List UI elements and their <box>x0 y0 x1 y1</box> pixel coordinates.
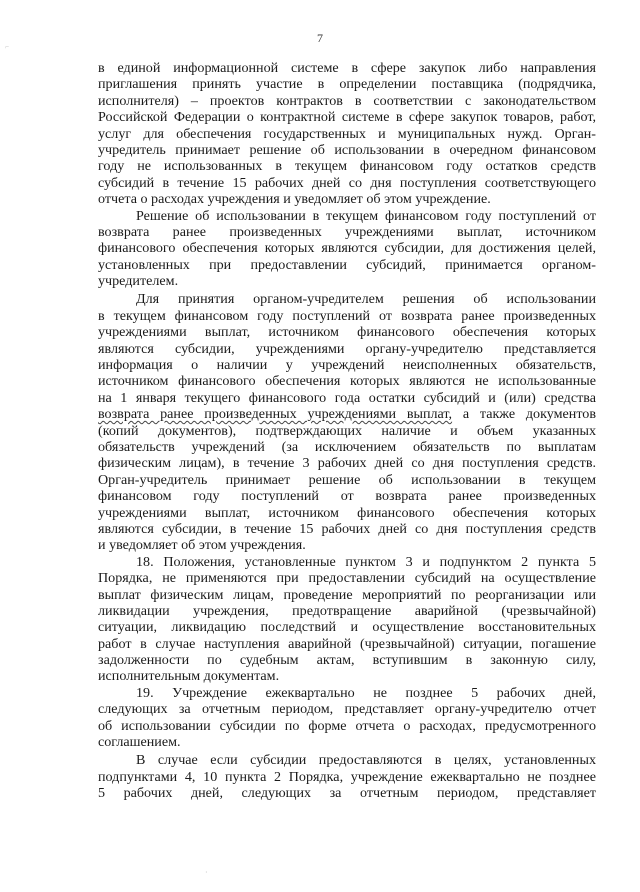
text-line: учредитель принимает решение об использовании в очередном финансовом <box>98 141 596 158</box>
text-line: подпунктами 4, 10 пункта 2 Порядка, учреждение ежеквартально не позднее <box>98 768 596 785</box>
text-line: информация о наличии у учреждений неисполненных обязательств, <box>98 357 596 374</box>
paragraph-first-line: Для принятия органом-учредителем решения об использовании <box>136 291 596 308</box>
text-line: об использовании субсидии по форме отчета о расходах, предусмотренного <box>98 717 596 734</box>
text-line: на 1 января текущего финансового года остатки субсидий и (или) средства <box>98 389 596 406</box>
text-line: в текущем финансовом году поступлений от возврата ранее произведенных <box>98 307 596 324</box>
paragraph-first-line: В случае если субсидии предоставляются в целях, установленных <box>136 752 596 769</box>
text-line: учреждениями выплат, источником финансового обеспечения которых <box>98 504 596 521</box>
text-line: возврата ранее произведенных учреждениями выплат, источником <box>98 223 596 240</box>
text-line: физическим лицам), в течение 3 рабочих дней со дня поступления средств. <box>98 455 596 472</box>
text-line: источником финансового обеспечения которых являются не использованные <box>98 373 596 390</box>
text-line: являются субсидии, учреждениями органу-учредителю представляется <box>98 340 596 357</box>
text-line: услуг для обеспечения государственных и муниципальных нужд. Орган- <box>98 125 596 142</box>
paragraph-first-line: Решение об использовании в текущем финансовом году поступлений от <box>136 207 596 224</box>
text-line: приглашения принять участие в определении поставщика (подрядчика, <box>98 76 596 93</box>
text-line: (копий документов), подтверждающих наличие и объем указанных <box>98 422 596 439</box>
text-line: году не использованных в текущем финансовом году остатков средств <box>98 158 596 175</box>
text-line: являются субсидии, в течение 15 рабочих дней со дня поступления средств <box>98 520 596 537</box>
text-line: и уведомляет об этом учреждения. <box>98 537 306 554</box>
text-line: исполнителя) – проектов контрактов в соответствии с законодательством <box>98 92 596 109</box>
item-19-first-line: 19. Учреждение ежеквартально не позднее 5 рабочих дней, <box>136 684 596 701</box>
document-body <box>98 60 596 802</box>
scan-artifact-dot: · <box>205 868 208 877</box>
text-line: субсидий в течение 15 рабочих дней со дня поступления соответствующего <box>98 174 596 191</box>
item-18-first-line: 18. Положения, установленные пунктом 3 и подпунктом 2 пункта 5 <box>136 553 596 570</box>
text-line: соглашением. <box>98 734 181 751</box>
text-line: Орган-учредитель принимает решение об использовании в текущем <box>98 471 596 488</box>
text-line: работ в случае наступления аварийной (чрезвычайной) ситуации, погашение <box>98 635 596 652</box>
text-line: финансового обеспечения которых являются субсидии, для достижения целей, <box>98 240 596 257</box>
text-line: учреждениями выплат, источником финансового обеспечения которых <box>98 324 596 341</box>
text-line: следующих за отчетным периодом, представляет органу-учредителю отчет <box>98 701 596 718</box>
text-line: финансовом году поступлений от возврата ранее произведенных <box>98 488 596 505</box>
text-line: установленных при предоставлении субсидий, принимается органом- <box>98 256 596 273</box>
underlined-fragment: возврата ранее произведенных учреждениями выплат, <box>98 406 453 423</box>
text-line: 5 рабочих дней, следующих за отчетным периодом, представляет <box>98 785 596 802</box>
text-line: обязательств учреждений (за исключением обязательств по выплатам <box>98 438 596 455</box>
page-number: 7 <box>317 31 323 45</box>
text-line: в единой информационной системе в сфере закупок либо направления <box>98 60 596 76</box>
text-line: исполнительным документам. <box>98 668 280 685</box>
text-line: Порядка, не применяются при предоставлении субсидий на осуществление <box>98 570 596 587</box>
text-line: ситуации, ликвидацию последствий и осуществление восстановительных <box>98 619 596 636</box>
text-line: выплат физическим лицам, проведение мероприятий по реорганизации или <box>98 586 596 603</box>
text-line: задолженности по судебным актам, вступившим в законную силу, <box>98 652 596 669</box>
text-line: Российской Федерации о контрактной системе в сфере закупок товаров, работ, <box>98 109 596 126</box>
scan-artifact-mark: ⌐ <box>5 43 9 51</box>
text-line: отчета о расходах учреждения и уведомляет об этом учреждение. <box>98 191 491 208</box>
text-line: учредителем. <box>98 273 179 290</box>
text-line: ликвидации учреждения, предотвращение аварийной (чрезвычайной) <box>98 602 596 619</box>
text-line-underlined: возврата ранее произведенных учреждениями выплат, а также документов <box>98 406 596 423</box>
